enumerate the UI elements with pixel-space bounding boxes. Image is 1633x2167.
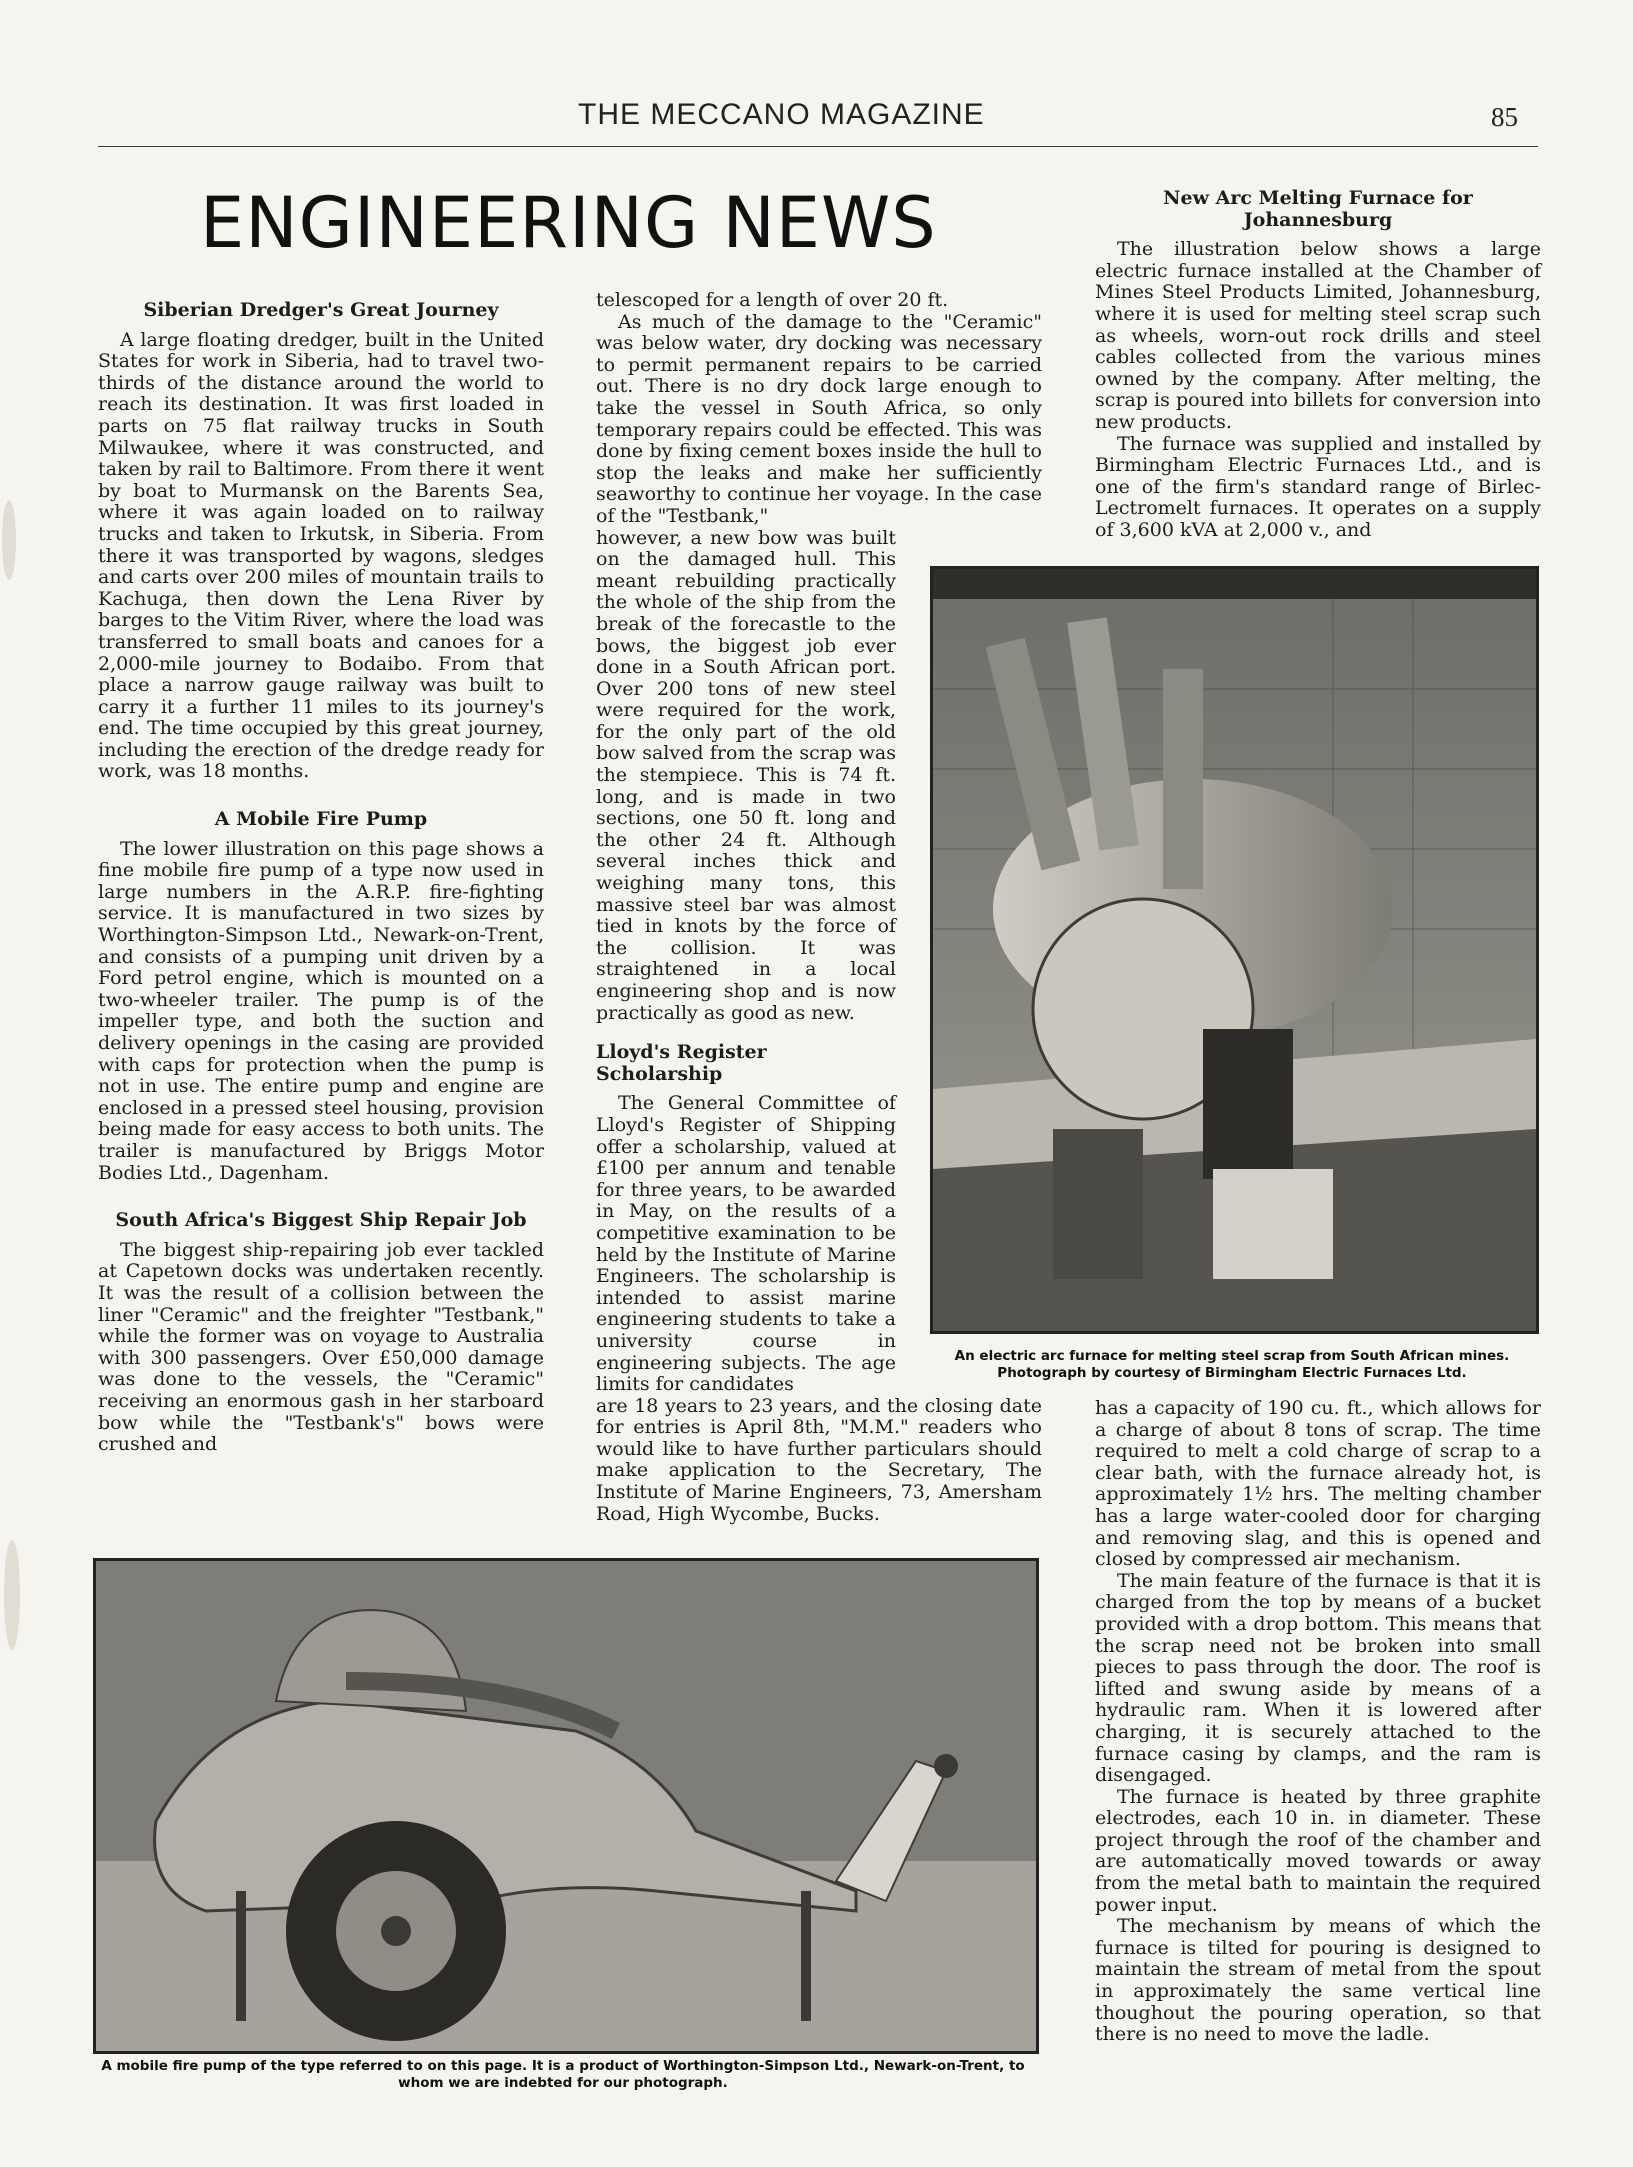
scan-mark [2,500,16,580]
column-3 [1095,188,1541,542]
furnace-image [933,569,1536,1331]
fire-pump-heading: A Mobile Fire Pump [214,808,428,831]
furnace-heading: New Arc Melting Furnace for Johannesburg [1163,187,1473,231]
headline: ENGINEERING NEWS [200,182,937,264]
siberian-heading: Siberian Dredger's Great Journey [143,299,499,321]
page-header [98,98,1538,147]
fire-pump-photograph [93,1558,1039,2054]
ship-repair-body: The biggest ship-repairing job ever tackled at Capetown docks was undertaken recently. It was the result of a collision between the liner "Ceramic" and the freighter "Testbank," while the former was on voyage to Australia with 300 passengers. Over £50,000 damage was done to the vessels, the "Ceramic" receiving an enormous gash in her starboard bow while the "Testbank's" bows were crushed and [98,1238,544,1456]
siberian-body: A large floating dredger, built in the United States for work in Siberia, had to travel two-thirds of the distance around the world to reach its destination. It was first loaded in parts on 75 flat railway trucks in South Milwaukee, where it was constructed, and taken by rail to Baltimore. From there it went by boat to Murmansk on the Barents Sea, where it was again loaded on to railway trucks and taken to Irkutsk, in Siberia. From there it was transported by wagons, sledges and carts over 200 miles of mountain trails to Kachuga, then down the Lena River by barges to the Vitim River, where the load was transferred to small boats and canoes for a 2,000-mile journey to Bodaibo. From that place a narrow gauge railway was built to carry it a further 11 miles to its journey's end. The time occupied by this great journey, including the erection of the dredge ready for work, was 18 months. [98,328,544,783]
furnace-paragraph-4: The main feature of the furnace is that it is charged from the top by means of a bucket provided with a drop bottom. This means that the scrap need not be broken into small pieces to pass through the door. The roof is lifted and swung aside by means of a hydraulic ram. When it is lowered after charging, it is securely attached to the furnace casing by clamps, and the ram is disengaged. [1095,1569,1541,1787]
column-1 [98,300,544,1456]
ceramic-paragraph: As much of the damage to the "Ceramic" was below water, dry docking was necessary to permit permanent repairs to be carried out. There is no dry dock large enough to take the vessel in South Africa, so only temporary repairs could be effected. This was done by fixing cement boxes inside the hull to stop the leaks and make her sufficiently seaworthy to continue her voyage. In the case of the "Testbank," [596,310,1042,527]
lloyds-body-continued: are 18 years to 23 years, and the closing date for entries is April 8th, "M.M." readers who would like to have further particulars should make application to the Secretary, The Institute of Marine Engineers, 73, Amersham Road, High Wycombe, Bucks. [596,1394,1042,1525]
fire-pump-body: The lower illustration on this page shows a fine mobile fire pump of a type now used in large numbers in the A.R.P. fire-fighting service. It is manufactured in two sizes by Worthington-Simpson Ltd., Newark-on-Trent, and consists of a pumping unit driven by a Ford petrol engine, which is mounted on a two-wheeler trailer. The pump is of the impeller type, and both the suction and delivery openings in the casing are provided with caps for protection when the pump is not in use. The entire pump and engine are enclosed in a pressed steel housing, provision being made for easy access to both units. The trailer is manufactured by Briggs Motor Bodies Ltd., Dagenham. [98,837,544,1184]
furnace-paragraph-6: The mechanism by means of which the furnace is tilted for pouring is designed to maintain the stream of metal from the spout in approximately the same vertical line thoughout the pouring operation, so that there is no need to move the ladle. [1095,1915,1541,2046]
page-number: 85 [1491,102,1518,132]
furnace-paragraph-2: The furnace was supplied and installed by Birmingham Electric Furnaces Ltd., and is one of the firm's standard range of Birlec-Lectromelt furnaces. It operates on a supply of 3,600 kVA at 2,000 v., and [1095,432,1541,541]
furnace-photograph [930,566,1539,1334]
column-3-continued [1095,1398,1541,2046]
lloyds-heading: Lloyd's Register Scholarship [596,1041,767,1085]
furnace-paragraph-1: The illustration below shows a large electric furnace installed at the Chamber of Mines Steel Products Limited, Johannesburg, where it is used for melting steel scrap such as wheels, worn-out rock drills and steel cables collected from the various mines owned by the company. After melting, the scrap is poured into billets for conversion into new products. [1095,238,1541,433]
lloyds-body: The General Committee of Lloyd's Register of Shipping offer a scholarship, valued at £100 per annum and tenable for three years, to be awarded in May, on the results of a competitive examination to be held by the Institute of Marine Engineers. The scholarship is intended to assist marine engineering students to take a university course in engineering subjects. The age limits for candidates [596,1092,896,1396]
magazine-title: THE MECCANO MAGAZINE [578,98,985,131]
fire-pump-image [96,1561,1036,2051]
fire-pump-caption: A mobile fire pump of the type referred to on this page. It is a product of Worthington-Simpson Ltd., Newark-on-Trent, to whom we are indebted for our photograph. [101,2058,1025,2091]
testbank-paragraph: however, a new bow was built on the damaged hull. This meant rebuilding practically the whole of the ship from the break of the forecastle to the bows, the biggest job ever done in a South African port. Over 200 tons of new steel were required for the work, for the only part of the old bow salved from the scrap was the stempiece. This is 74 ft. long, and is made in two sections, one 50 ft. long and the other 24 ft. Although several inches thick and weighing many tons, this massive steel bar was almost tied in knots by the force of the collision. It was straightened in a local engineering shop and is now practically as good as new. [596,526,896,1024]
ship-repair-heading: South Africa's Biggest Ship Repair Job [115,1209,527,1232]
furnace-caption: An electric arc furnace for melting steel scrap from South African mines. Photograph by courtesy of Birmingham Electric Furnaces Ltd. [954,1348,1510,1381]
scan-mark [4,1540,20,1650]
furnace-paragraph-5: The furnace is heated by three graphite electrodes, each 10 in. in diameter. These project through the roof of the chamber and are automatically moved towards or away from the metal bath to maintain the required power input. [1095,1785,1541,1916]
furnace-continued: has a capacity of 190 cu. ft., which allows for a charge of about 8 tons of scrap. The time required to melt a cold charge of scrap to a clear bath, with the furnace already hot, is approximately 1½ hrs. The melting chamber has a large water-cooled door for charging and removing slag, and this is opened and closed by compressed air mechanism. [1095,1397,1541,1571]
continued-line: telescoped for a length of over 20 ft. [596,289,949,311]
